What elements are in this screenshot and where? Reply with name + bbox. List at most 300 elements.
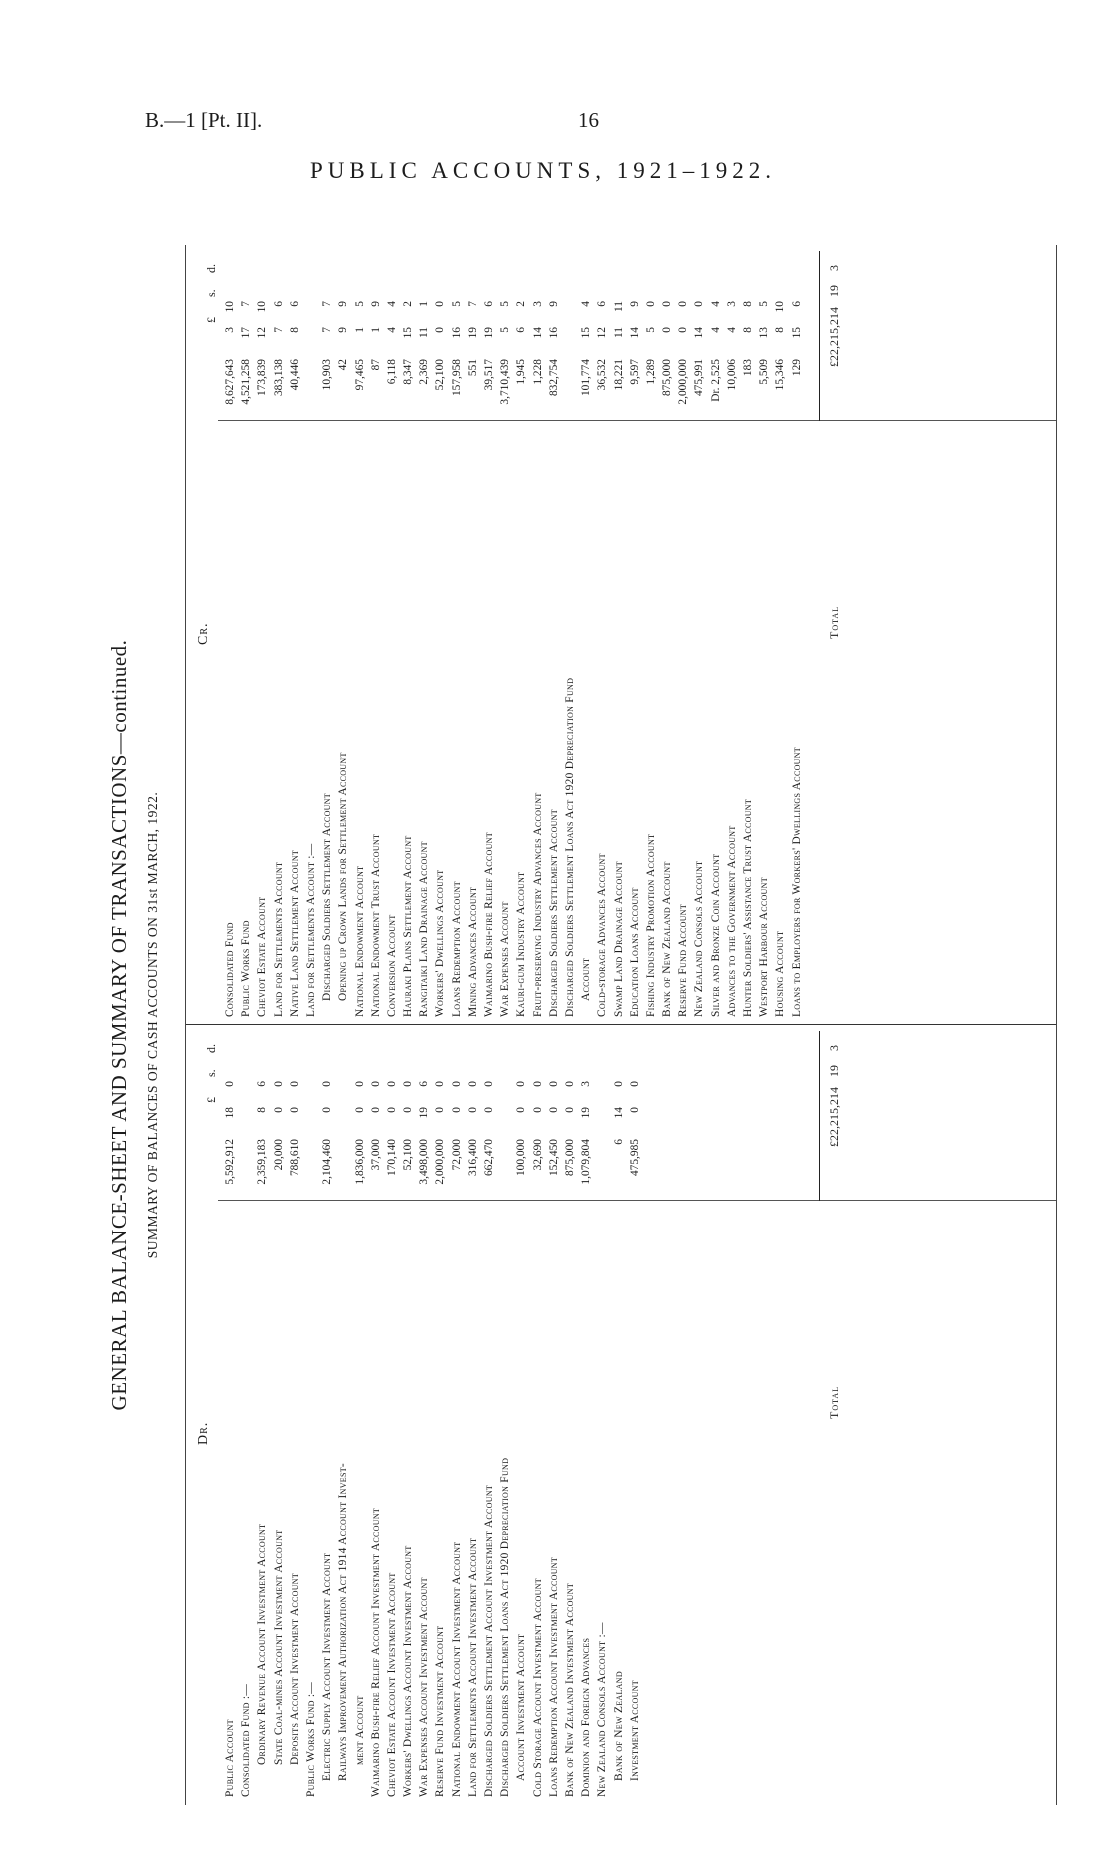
account-label: Hauraki Plains Settlement Account: [402, 835, 415, 1017]
account-label: Advances to the Government Account: [725, 825, 738, 1017]
amount-pounds: 87: [369, 359, 382, 371]
table-row: [416, 245, 432, 1025]
account-label: Fruit-preserving Industry Advances Account: [531, 792, 544, 1017]
amount-pounds: 100,000: [515, 1139, 528, 1177]
account-label: Reserve Fund Investment Account: [434, 1625, 447, 1797]
table-row: [271, 245, 287, 1025]
amount-shillings: 0: [466, 1107, 479, 1113]
table-row: [530, 245, 546, 1025]
account-label: New Zealand Consols Account :—: [596, 1622, 609, 1797]
amount-pence: 9: [628, 301, 641, 307]
account-label: Cheviot Estate Account Investment Account: [385, 1572, 398, 1797]
table-row: [578, 1025, 594, 1805]
amount-pounds: 18,221: [612, 359, 625, 391]
account-label: Public Account: [224, 1719, 236, 1797]
table-row: [368, 1025, 384, 1805]
amount-pence: 0: [434, 1081, 447, 1087]
amount-pence: 9: [337, 301, 350, 307]
amount-pounds: 1,228: [531, 359, 544, 385]
amount-pence: 10: [774, 301, 787, 313]
amount-shillings: 0: [547, 1107, 560, 1113]
amount-pence: 3: [725, 301, 738, 307]
amount-pence: 0: [402, 1081, 415, 1087]
amount-pounds: 4,521,258: [240, 359, 253, 405]
amount-pounds: 37,000: [369, 1139, 382, 1171]
credit-total-pence: 3: [827, 265, 842, 271]
amount-pence: 7: [321, 301, 334, 307]
debit-heading: Dr.: [196, 1421, 211, 1445]
table-row: [627, 245, 643, 1025]
account-label: National Endowment Account Investment Account: [450, 1541, 463, 1797]
account-label: Discharged Soldiers Settlement Loans Act 1920 Depreciation Fund: [499, 1457, 512, 1797]
account-label: National Endowment Account: [353, 865, 366, 1017]
amount-pence: 0: [385, 1081, 398, 1087]
table-row: [432, 1025, 448, 1805]
account-label: Fishing Industry Promotion Account: [644, 833, 657, 1017]
table-row: [238, 245, 254, 1025]
account-label: War Expenses Account: [499, 901, 512, 1017]
page-number: 16: [578, 108, 599, 132]
account-label: ment Account: [353, 1695, 366, 1765]
table-row: [756, 245, 772, 1025]
amount-pence: 6: [483, 301, 495, 307]
table-row: [319, 1025, 335, 1805]
table-row: [481, 1025, 497, 1805]
amount-pounds: 1,079,804: [580, 1139, 593, 1185]
table-row: [772, 245, 788, 1025]
table-row: [562, 1025, 578, 1805]
amount-pounds: 170,140: [385, 1139, 398, 1177]
table-row: [335, 1025, 351, 1805]
table-row: [789, 245, 805, 1025]
amount-pence: 4: [709, 301, 722, 307]
account-label: Electric Supply Account Investment Account: [321, 1552, 334, 1781]
amount-shillings: 0: [272, 1107, 285, 1113]
table-row: [432, 245, 448, 1025]
table-row: [562, 245, 578, 1025]
account-label: New Zealand Consols Account: [693, 860, 706, 1017]
amount-pence: 0: [321, 1081, 334, 1087]
table-row: [449, 1025, 465, 1805]
credit-total-pounds: £22,215,214: [827, 307, 842, 367]
amount-pence: 0: [483, 1081, 495, 1087]
amount-pounds: 183: [742, 359, 754, 377]
account-label: Waimarino Bush-fire Relief Account Investment Account: [369, 1507, 382, 1797]
account-label: Loans to Employers for Workers' Dwellings Account: [790, 747, 803, 1017]
amount-shillings: 3: [224, 327, 236, 333]
table-row: [740, 245, 756, 1025]
amount-pence: 0: [563, 1081, 576, 1087]
amount-pounds: 875,000: [661, 359, 674, 397]
account-label: Conversion Account: [385, 914, 398, 1017]
amount-pounds: 2,000,000: [677, 359, 690, 405]
amount-pence: 0: [693, 301, 706, 307]
amount-pence: 0: [515, 1081, 528, 1087]
table-row: [352, 245, 368, 1025]
amount-pence: 0: [272, 1081, 285, 1087]
table-row: [254, 1025, 270, 1805]
table-row: [449, 245, 465, 1025]
amount-pounds: 52,100: [434, 359, 447, 391]
amount-pounds: 316,400: [466, 1139, 479, 1177]
account-label: Silver and Bronze Coin Account: [709, 853, 722, 1017]
table-row: [643, 245, 659, 1025]
account-label: Hunter Soldiers' Assistance Trust Account: [742, 798, 754, 1017]
table-row: [594, 1025, 610, 1805]
amount-pence: 5: [450, 301, 463, 307]
amount-shillings: 0: [288, 1107, 301, 1113]
table-row: [611, 245, 627, 1025]
amount-shillings: 4: [385, 327, 398, 333]
amount-shillings: 0: [515, 1107, 528, 1113]
table-row: [497, 1025, 513, 1805]
amount-pounds: 2,104,460: [321, 1139, 334, 1185]
amount-pounds: 97,465: [353, 359, 366, 391]
account-label: Swamp Land Drainage Account: [612, 861, 625, 1017]
amount-pounds: 383,138: [272, 359, 285, 397]
amount-pounds: 475,985: [628, 1139, 641, 1177]
table-row: [546, 1025, 562, 1805]
amount-pounds: 788,610: [288, 1139, 301, 1177]
table-row: [368, 245, 384, 1025]
amount-shillings: 17: [240, 327, 253, 339]
table-row: [222, 245, 238, 1025]
amount-pounds: 2,369: [418, 359, 431, 385]
account-label: Consolidated Fund :—: [240, 1683, 253, 1797]
amount-pence: 9: [547, 301, 560, 307]
credit-total-shillings: 19: [827, 285, 842, 297]
table-row: [675, 245, 691, 1025]
shillings-head: s.: [204, 289, 218, 297]
sheet-title: GENERAL BALANCE-SHEET AND SUMMARY OF TRANSACTIONS—continued.: [107, 639, 131, 1411]
amount-pounds: 152,450: [547, 1139, 560, 1177]
account-label: Westport Harbour Account: [758, 877, 771, 1017]
account-label: Discharged Soldiers Settlement Loans Act 1920 Depreciation Fund: [563, 677, 576, 1017]
table-row: [271, 1025, 287, 1805]
sheet-subtitle: SUMMARY OF BALANCES OF CASH ACCOUNTS ON 31st MARCH, 1922.: [145, 791, 160, 1259]
amount-pounds: 32,690: [531, 1139, 544, 1171]
table-row: [546, 245, 562, 1025]
account-label: Kauri-gum Industry Account: [515, 871, 528, 1017]
account-label: Rangitaiki Land Drainage Account: [418, 841, 431, 1017]
account-label: Deposits Account Investment Account: [288, 1572, 301, 1765]
amount-shillings: 15: [402, 327, 415, 339]
table-row: [497, 245, 513, 1025]
amount-pounds: Dr. 2,525: [709, 359, 722, 402]
amount-pounds: 475,991: [693, 359, 706, 397]
amount-pounds: 6,118: [385, 359, 398, 385]
pence-head: d.: [204, 264, 218, 273]
amount-shillings: 19: [483, 327, 495, 339]
amount-pounds: 8,347: [402, 359, 415, 385]
amount-shillings: 19: [418, 1107, 431, 1119]
amount-shillings: 7: [272, 327, 285, 333]
amount-shillings: 12: [596, 327, 609, 339]
amount-shillings: 0: [450, 1107, 463, 1113]
amount-pounds: 1,945: [515, 359, 528, 385]
amount-pounds: 157,958: [450, 359, 463, 397]
credit-heading: Cr.: [196, 622, 211, 645]
table-row: [238, 1025, 254, 1805]
debit-total-pence: 3: [827, 1045, 842, 1051]
amount-pounds: 101,774: [580, 359, 593, 397]
pounds-head: £: [204, 317, 218, 323]
amount-shillings: 14: [693, 327, 706, 339]
amount-shillings: 13: [758, 327, 771, 339]
amount-shillings: 11: [612, 327, 625, 338]
table-row: [303, 245, 319, 1025]
amount-pence: 6: [256, 1081, 269, 1087]
account-label: Cold-storage Advances Account: [596, 853, 609, 1017]
amount-pence: 6: [288, 301, 301, 307]
amount-pounds: 39,517: [483, 359, 495, 391]
account-label: Loans Redemption Account: [450, 881, 463, 1017]
amount-pounds: 875,000: [563, 1139, 576, 1177]
table-row: [384, 245, 400, 1025]
amount-shillings: 8: [288, 327, 301, 333]
amount-pence: 5: [758, 301, 771, 307]
account-label: Workers' Dwellings Account: [434, 869, 447, 1017]
table-row: [659, 245, 675, 1025]
amount-shillings: 5: [644, 327, 657, 333]
table-row: [513, 1025, 529, 1805]
amount-pence: 0: [677, 301, 690, 307]
account-label: Bank of New Zealand: [612, 1671, 625, 1781]
amount-pence: 0: [628, 1081, 641, 1087]
credit-rows: [222, 245, 805, 1025]
credit-total-rule: [819, 251, 820, 421]
amount-pence: 8: [742, 301, 754, 307]
amount-pounds: 129: [790, 359, 803, 377]
table-row: [287, 1025, 303, 1805]
table-row: [481, 245, 497, 1025]
amount-shillings: 0: [628, 1107, 641, 1113]
credit-side: [186, 245, 1056, 1025]
amount-pence: 0: [288, 1081, 301, 1087]
debit-total-label: Total: [827, 1385, 842, 1419]
amount-shillings: 14: [531, 327, 544, 339]
report-title: PUBLIC ACCOUNTS, 1921–1922.: [310, 158, 776, 183]
amount-pence: 5: [499, 301, 512, 307]
table-row: [691, 245, 707, 1025]
amount-pounds: 173,839: [256, 359, 269, 397]
amount-shillings: 1: [353, 327, 366, 333]
amount-shillings: 4: [709, 327, 722, 333]
amount-shillings: 16: [450, 327, 463, 339]
account-label: Ordinary Revenue Account Investment Account: [256, 1523, 269, 1765]
table-row: [530, 1025, 546, 1805]
amount-shillings: 5: [499, 327, 512, 333]
account-label: Cold Storage Account Investment Account: [531, 1578, 544, 1797]
amount-shillings: 6: [515, 327, 528, 333]
amount-shillings: 0: [563, 1107, 576, 1113]
amount-pounds: 10,903: [321, 359, 334, 391]
amount-shillings: 15: [790, 327, 803, 339]
amount-shillings: 14: [628, 327, 641, 339]
amount-pounds: 20,000: [272, 1139, 285, 1171]
amount-shillings: 18: [224, 1107, 236, 1119]
table-row: [708, 245, 724, 1025]
amount-pence: 6: [790, 301, 803, 307]
account-label: Waimarino Bush-fire Relief Account: [483, 832, 495, 1017]
amount-pounds: 40,446: [288, 359, 301, 391]
amount-pounds: 5,592,912: [224, 1139, 236, 1185]
amount-pence: 10: [224, 301, 236, 313]
debit-total-pounds: £22,215,214: [827, 1087, 842, 1147]
amount-pence: 11: [612, 301, 625, 312]
amount-pounds: 5,509: [758, 359, 771, 385]
amount-shillings: 1: [369, 327, 382, 333]
account-label: Mining Advances Account: [466, 886, 479, 1017]
debit-total-shillings: 19: [827, 1065, 842, 1077]
table-row: [384, 1025, 400, 1805]
amount-shillings: 0: [321, 1107, 334, 1113]
amount-shillings: 0: [531, 1107, 544, 1113]
account-label: Loans Redemption Account Investment Account: [547, 1556, 560, 1797]
amount-shillings: 0: [402, 1107, 415, 1113]
amount-shillings: 8: [742, 327, 754, 333]
credit-total-label: Total: [827, 605, 842, 639]
amount-pence: 0: [450, 1081, 463, 1087]
account-label: Discharged Soldiers Settlement Account: [321, 793, 334, 1001]
amount-shillings: 8: [774, 327, 787, 333]
amount-pence: 0: [547, 1081, 560, 1087]
table-row: [335, 245, 351, 1025]
account-label: Consolidated Fund: [224, 922, 236, 1017]
amount-shillings: 12: [256, 327, 269, 339]
amount-shillings: 7: [321, 327, 334, 333]
table-row: [352, 1025, 368, 1805]
table-row: [724, 245, 740, 1025]
amount-pounds: 72,000: [450, 1139, 463, 1171]
amount-pence: 3: [580, 1081, 593, 1087]
amount-pounds: 1,289: [644, 359, 657, 385]
shillings-head: s.: [204, 1069, 218, 1077]
table-row: [627, 1025, 643, 1805]
amount-pence: 0: [353, 1081, 366, 1087]
amount-pence: 7: [466, 301, 479, 307]
table-row: [287, 245, 303, 1025]
amount-pence: 0: [224, 1081, 236, 1087]
account-label: Cheviot Estate Account: [256, 896, 269, 1017]
amount-shillings: 0: [661, 327, 674, 333]
table-row: [611, 1025, 627, 1805]
table-row: [303, 1025, 319, 1805]
amount-pence: 2: [402, 301, 415, 307]
amount-pounds: 8,627,643: [224, 359, 236, 405]
amount-pounds: 1,836,000: [353, 1139, 366, 1185]
amount-pence: 0: [369, 1081, 382, 1087]
amount-shillings: 19: [466, 327, 479, 339]
table-row: [319, 245, 335, 1025]
account-label: Account: [580, 957, 593, 1001]
amount-pence: 0: [466, 1081, 479, 1087]
amount-pence: 0: [661, 301, 674, 307]
amount-pence: 5: [353, 301, 366, 307]
amount-pounds: 42: [337, 359, 350, 371]
amount-pence: 4: [580, 301, 593, 307]
table-row: [594, 245, 610, 1025]
amount-pence: 2: [515, 301, 528, 307]
amount-pence: 3: [531, 301, 544, 307]
amount-pence: 10: [256, 301, 269, 313]
amount-pence: 0: [612, 1081, 625, 1087]
account-label: War Expenses Account Investment Account: [418, 1577, 431, 1797]
table-row: [416, 1025, 432, 1805]
amount-shillings: 0: [434, 327, 447, 333]
amount-shillings: 0: [483, 1107, 495, 1113]
table-row: [400, 1025, 416, 1805]
debit-total-rule: [819, 1031, 820, 1201]
account-label: Housing Account: [774, 930, 787, 1017]
balance-sheet: [45, 215, 1059, 1835]
amount-shillings: 8: [256, 1107, 269, 1113]
amount-pence: 6: [418, 1081, 431, 1087]
pence-head: d.: [204, 1044, 218, 1053]
account-label: Public Works Fund :—: [304, 1682, 317, 1797]
amount-pounds: 36,532: [596, 359, 609, 391]
amount-pence: 6: [272, 301, 285, 307]
amount-pence: 0: [434, 301, 447, 307]
pounds-head: £: [204, 1097, 218, 1103]
amount-shillings: 4: [725, 327, 738, 333]
table-row: [465, 1025, 481, 1805]
amount-pounds: 662,470: [483, 1139, 495, 1177]
account-label: Account Investment Account: [515, 1633, 528, 1781]
account-label: Dominion and Foreign Advances: [580, 1637, 593, 1797]
amount-shillings: 0: [353, 1107, 366, 1113]
amount-pounds: 15,346: [774, 359, 787, 391]
table-row: [254, 245, 270, 1025]
account-label: Workers' Dwellings Account Investment Account: [402, 1545, 415, 1797]
account-label: Discharged Soldiers Settlement Account: [547, 809, 560, 1017]
amount-shillings: 0: [677, 327, 690, 333]
account-label: Bank of New Zealand Investment Account: [563, 1582, 576, 1797]
report-reference: B.—1 [Pt. II].: [145, 108, 263, 132]
amount-shillings: 9: [337, 327, 350, 333]
account-label: Opening up Crown Lands for Settlement Account: [337, 752, 350, 1001]
amount-pounds: 10,006: [725, 359, 738, 391]
amount-pence: 0: [531, 1081, 544, 1087]
amount-pounds: 2,000,000: [434, 1139, 447, 1185]
table-row: [465, 245, 481, 1025]
amount-pence: 6: [596, 301, 609, 307]
amount-pounds: 832,754: [547, 359, 560, 397]
table-row: [222, 1025, 238, 1805]
account-label: Land for Settlements Account :—: [304, 843, 317, 1017]
account-label: Public Works Fund: [240, 920, 253, 1017]
account-label: Native Land Settlement Account: [288, 849, 301, 1017]
account-label: Land for Settlements Account: [272, 861, 285, 1017]
balances-table: [185, 245, 1057, 1805]
amount-pence: 4: [385, 301, 398, 307]
account-label: Education Loans Account: [628, 887, 641, 1017]
amount-pounds: 2,359,183: [256, 1139, 269, 1185]
amount-pence: 7: [240, 301, 253, 307]
account-label: Railways Improvement Authorization Act 1914 Account Invest-: [337, 1463, 350, 1781]
amount-pounds: 3,710,439: [499, 359, 512, 405]
amount-pounds: 52,100: [402, 1139, 415, 1171]
account-label: National Endowment Trust Account: [369, 833, 382, 1017]
amount-shillings: 0: [385, 1107, 398, 1113]
debit-rows: [222, 1025, 643, 1805]
amount-shillings: 0: [434, 1107, 447, 1113]
amount-shillings: 15: [580, 327, 593, 339]
table-row: [513, 245, 529, 1025]
amount-pounds: 9,597: [628, 359, 641, 385]
amount-pence: 1: [418, 301, 431, 307]
table-row: [578, 245, 594, 1025]
